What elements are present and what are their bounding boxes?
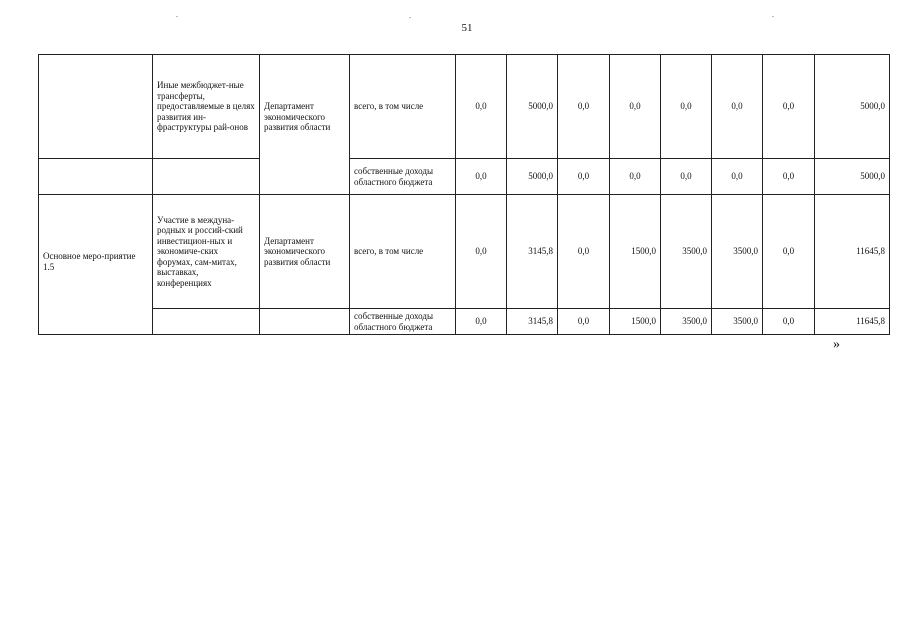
- value-cell: 0,0: [558, 195, 610, 309]
- value-cell: 0,0: [763, 309, 815, 335]
- value-cell: 5000,0: [815, 159, 890, 195]
- value-cell: 0,0: [661, 159, 712, 195]
- funding-source-cell: собственные доходы областного бюджета: [350, 159, 456, 195]
- value-cell: 1500,0: [610, 195, 661, 309]
- value-cell: 3145,8: [507, 309, 558, 335]
- value-cell: 0,0: [763, 159, 815, 195]
- value-cell: 3500,0: [712, 309, 763, 335]
- value-cell: 0,0: [712, 55, 763, 159]
- measure-cell: [39, 55, 153, 159]
- value-cell: 11645,8: [815, 309, 890, 335]
- measure-cell: [39, 159, 153, 195]
- value-cell: 0,0: [763, 55, 815, 159]
- funding-source-cell: всего, в том числе: [350, 195, 456, 309]
- value-cell: 3500,0: [712, 195, 763, 309]
- table-row: [39, 309, 890, 335]
- budget-table: [38, 54, 890, 335]
- value-cell: 0,0: [763, 195, 815, 309]
- value-cell: 5000,0: [507, 159, 558, 195]
- closing-quote: »: [833, 337, 840, 352]
- page-number: 51: [461, 22, 473, 34]
- value-cell: 1500,0: [610, 309, 661, 335]
- event-name-cell: Участие в междуна-родных и россий-ский инвестицион-ных и экономиче-ских форумах, сам-митах, выставках, конференциях: [153, 195, 260, 309]
- value-cell: 11645,8: [815, 195, 890, 309]
- funding-source-cell: собственные доходы областного бюджета: [350, 309, 456, 335]
- value-cell: 0,0: [456, 309, 507, 335]
- value-cell: 0,0: [456, 195, 507, 309]
- value-cell: 0,0: [456, 159, 507, 195]
- table-row: [39, 55, 890, 159]
- value-cell: 0,0: [610, 55, 661, 159]
- value-cell: 0,0: [661, 55, 712, 159]
- value-cell: 5000,0: [507, 55, 558, 159]
- scan-speck: [176, 16, 178, 17]
- value-cell: 0,0: [712, 159, 763, 195]
- table-row: [39, 195, 890, 309]
- value-cell: 5000,0: [815, 55, 890, 159]
- executor-cell: [260, 309, 350, 335]
- measure-cell: Основное меро-приятие 1.5: [39, 195, 153, 335]
- table-row: [39, 159, 890, 195]
- scan-speck: [772, 16, 774, 17]
- executor-cell: Департамент экономического развития области: [260, 55, 350, 195]
- scan-speck: [409, 17, 411, 18]
- event-name-cell: [153, 159, 260, 195]
- executor-cell: Департамент экономического развития области: [260, 195, 350, 309]
- value-cell: 0,0: [558, 55, 610, 159]
- value-cell: 3500,0: [661, 309, 712, 335]
- value-cell: 0,0: [558, 159, 610, 195]
- value-cell: 3500,0: [661, 195, 712, 309]
- event-name-cell: [153, 309, 260, 335]
- value-cell: 0,0: [558, 309, 610, 335]
- event-name-cell: Иные межбюджет-ные трансферты, предоставляемые в целях развития ин-фраструктуры рай-онов: [153, 55, 260, 159]
- funding-source-cell: всего, в том числе: [350, 55, 456, 159]
- value-cell: 0,0: [456, 55, 507, 159]
- value-cell: 3145,8: [507, 195, 558, 309]
- value-cell: 0,0: [610, 159, 661, 195]
